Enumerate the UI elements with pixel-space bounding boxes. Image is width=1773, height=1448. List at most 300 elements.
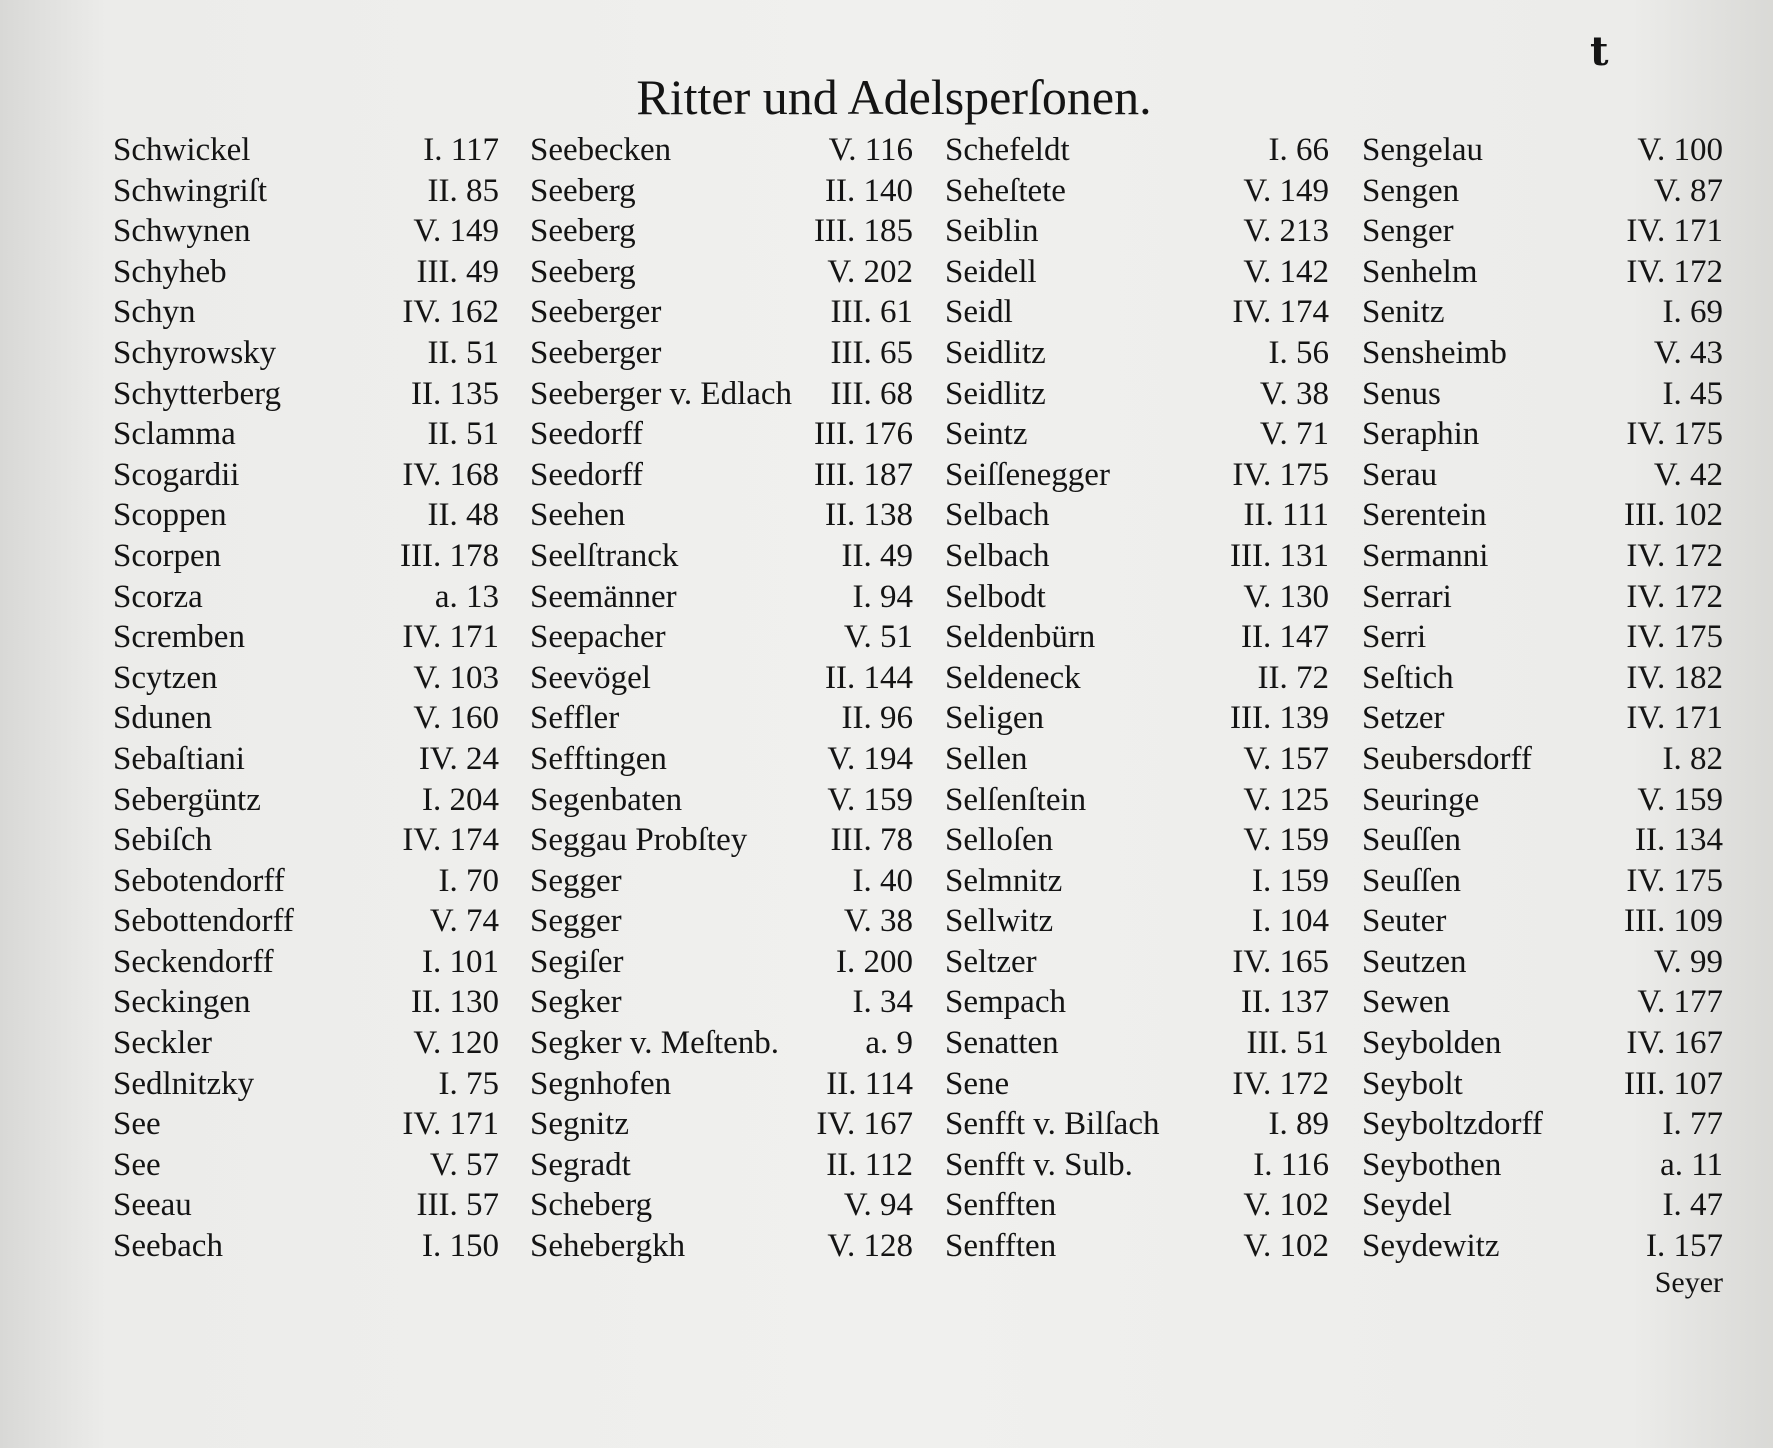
entry-name: Seeberger [530, 334, 662, 371]
entry-name: Sdunen [113, 700, 212, 737]
index-entry [113, 861, 499, 902]
entry-reference: I. 66 [1268, 132, 1329, 168]
entry-reference: II. 140 [825, 172, 913, 209]
entry-name: Schytterberg [113, 375, 282, 412]
entry-name: Seepacher [530, 619, 666, 656]
index-entry [1362, 414, 1723, 455]
index-entry [113, 252, 499, 293]
index-entry [945, 982, 1329, 1023]
entry-name: Selbach [945, 497, 1050, 534]
entry-name: Selbodt [945, 578, 1046, 615]
entry-reference: I. 70 [438, 862, 499, 899]
entry-reference: V. 202 [827, 253, 913, 290]
index-entry [113, 820, 499, 861]
entry-reference: I. 104 [1252, 903, 1329, 940]
index-entry [113, 982, 499, 1023]
entry-reference: IV. 175 [1232, 456, 1329, 493]
entry-name: Segiſer [530, 943, 624, 980]
entry-reference: II. 147 [1241, 619, 1329, 656]
entry-name: Seuſſen [1362, 822, 1461, 859]
entry-reference: V. 94 [843, 1187, 913, 1224]
entry-name: Senfften [945, 1228, 1057, 1265]
index-entry [1362, 577, 1723, 618]
entry-name: Seeberg [530, 172, 636, 209]
entry-reference: II. 137 [1241, 984, 1329, 1021]
entry-name: Seldenbürn [945, 619, 1096, 656]
page-signature-mark: t [1590, 28, 1609, 75]
entry-reference: V. 51 [843, 619, 913, 656]
entry-name: Schefeldt [945, 132, 1070, 168]
entry-reference: III. 107 [1624, 1065, 1723, 1102]
index-entry [530, 658, 913, 699]
entry-reference: V. 57 [429, 1146, 499, 1183]
index-entry [530, 780, 913, 821]
entry-reference: I. 200 [836, 943, 913, 980]
entry-reference: V. 71 [1259, 416, 1329, 453]
entry-reference: III. 68 [830, 375, 913, 412]
entry-reference: V. 42 [1653, 456, 1723, 493]
entry-name: Sensheimb [1362, 334, 1507, 371]
entry-reference: II. 85 [427, 172, 499, 209]
index-entry [1362, 455, 1723, 496]
entry-name: Setzer [1362, 700, 1445, 737]
index-entry [945, 1145, 1329, 1186]
entry-name: Selſenſtein [945, 781, 1087, 818]
entry-name: Segnitz [530, 1106, 629, 1143]
entry-reference: III. 61 [830, 294, 913, 331]
entry-name: Senger [1362, 213, 1454, 250]
entry-name: Seedorff [530, 456, 644, 493]
entry-name: See [113, 1106, 161, 1143]
entry-name: Seltzer [945, 943, 1037, 980]
entry-name: Sebotendorff [113, 862, 285, 899]
index-entry [113, 414, 499, 455]
index-entry [945, 739, 1329, 780]
catchword: Seyer [1654, 1266, 1723, 1299]
entry-reference: III. 139 [1230, 700, 1329, 737]
entry-name: Seckingen [113, 984, 251, 1021]
entry-reference: V. 159 [1637, 781, 1723, 818]
index-entry [530, 374, 913, 415]
entry-name: Senfft v. Sulb. [945, 1146, 1133, 1183]
entry-name: Selloſen [945, 822, 1054, 859]
entry-reference: V. 159 [1243, 822, 1329, 859]
entry-reference: V. 130 [1243, 578, 1329, 615]
entry-name: Serri [1362, 619, 1427, 656]
index-entry [113, 901, 499, 942]
entry-name: Sehebergkh [530, 1228, 686, 1265]
index-entry [113, 495, 499, 536]
index-entry [945, 1185, 1329, 1226]
index-entry [945, 536, 1329, 577]
index-entry [945, 171, 1329, 212]
entry-reference: V. 142 [1243, 253, 1329, 290]
entry-reference: I. 75 [438, 1065, 499, 1102]
index-entry [113, 1185, 499, 1226]
index-entry [530, 211, 913, 252]
index-entry [113, 455, 499, 496]
entry-reference: V. 102 [1243, 1187, 1329, 1224]
entry-reference: IV. 182 [1626, 659, 1723, 696]
entry-name: Sebergüntz [113, 781, 261, 818]
entry-reference: II. 48 [427, 497, 499, 534]
entry-reference: I. 34 [852, 984, 913, 1021]
entry-reference: V. 87 [1653, 172, 1723, 209]
index-entry [530, 942, 913, 983]
entry-reference: II. 51 [427, 416, 499, 453]
entry-name: Seyboltzdorff [1362, 1106, 1543, 1143]
index-entry [530, 292, 913, 333]
entry-name: Segradt [530, 1146, 631, 1183]
index-column-3 [945, 130, 1329, 1267]
index-entry [530, 698, 913, 739]
entry-name: Seubersdorff [1362, 740, 1532, 777]
entry-name: Seckendorff [113, 943, 274, 980]
entry-reference: I. 69 [1662, 294, 1723, 331]
entry-name: Sene [945, 1065, 1010, 1102]
entry-reference: IV. 24 [418, 740, 499, 777]
index-entry [530, 982, 913, 1023]
index-entry [945, 820, 1329, 861]
index-entry [113, 942, 499, 983]
entry-reference: IV. 171 [1626, 213, 1723, 250]
index-entry [945, 617, 1329, 658]
entry-reference: V. 38 [1259, 375, 1329, 412]
entry-reference: V. 38 [843, 903, 913, 940]
entry-name: See [113, 1146, 161, 1183]
entry-reference: IV. 162 [402, 294, 499, 331]
entry-name: Segger [530, 862, 622, 899]
index-entry [113, 739, 499, 780]
entry-reference: V. 99 [1653, 943, 1723, 980]
entry-reference: II. 111 [1243, 497, 1329, 534]
entry-name: Senfften [945, 1187, 1057, 1224]
entry-name: Sebaſtiani [113, 740, 245, 777]
index-entry [113, 292, 499, 333]
index-entry [530, 130, 913, 171]
index-entry [945, 292, 1329, 333]
entry-name: Schyheb [113, 253, 227, 290]
entry-reference: II. 49 [841, 537, 913, 574]
entry-name: Senitz [1362, 294, 1445, 331]
index-entry [113, 577, 499, 618]
entry-reference: V. 177 [1637, 984, 1723, 1021]
entry-reference: V. 194 [827, 740, 913, 777]
index-entry [945, 130, 1329, 171]
entry-reference: V. 100 [1637, 132, 1723, 168]
index-entry [945, 1226, 1329, 1267]
entry-reference: II. 138 [825, 497, 913, 534]
entry-name: Serrari [1362, 578, 1452, 615]
entry-reference: I. 159 [1252, 862, 1329, 899]
index-entry [113, 1104, 499, 1145]
entry-name: Senatten [945, 1025, 1059, 1062]
entry-reference: I. 157 [1646, 1228, 1723, 1265]
index-entry [945, 252, 1329, 293]
index-entry [113, 1145, 499, 1186]
page-heading: Ritter und Adelsperſonen. [636, 69, 1152, 125]
entry-name: Seuter [1362, 903, 1447, 940]
index-entry [113, 171, 499, 212]
index-entry [113, 1064, 499, 1105]
entry-name: Selmnitz [945, 862, 1063, 899]
entry-reference: II. 114 [826, 1065, 913, 1102]
entry-name: Seevögel [530, 659, 651, 696]
entry-reference: I. 94 [852, 578, 913, 615]
entry-name: Seehen [530, 497, 626, 534]
index-entry [945, 211, 1329, 252]
entry-reference: I. 89 [1268, 1106, 1329, 1143]
entry-reference: III. 131 [1230, 537, 1329, 574]
entry-reference: V. 149 [1243, 172, 1329, 209]
entry-name: Seybolt [1362, 1065, 1463, 1102]
entry-reference: I. 47 [1662, 1187, 1723, 1224]
entry-name: Scremben [113, 619, 245, 656]
entry-name: Seeberger [530, 294, 662, 331]
index-entry [945, 455, 1329, 496]
entry-name: Segenbaten [530, 781, 683, 818]
entry-name: Scorza [113, 578, 203, 615]
entry-name: Seedorff [530, 416, 644, 453]
entry-name: Seeau [113, 1187, 192, 1224]
index-entry [530, 1185, 913, 1226]
entry-name: Seiblin [945, 213, 1039, 250]
index-entry [1362, 780, 1723, 821]
entry-name: Schwickel [113, 132, 251, 168]
entry-reference: III. 102 [1624, 497, 1723, 534]
index-entry [1362, 617, 1723, 658]
entry-reference: V. 128 [827, 1228, 913, 1265]
entry-reference: I. 77 [1662, 1106, 1723, 1143]
entry-name: Seuſſen [1362, 862, 1461, 899]
entry-reference: IV. 172 [1626, 537, 1723, 574]
entry-reference: III. 187 [814, 456, 913, 493]
entry-name: Sellwitz [945, 903, 1054, 940]
entry-reference: V. 149 [413, 213, 499, 250]
entry-reference: IV. 175 [1626, 619, 1723, 656]
entry-name: Seuringe [1362, 781, 1480, 818]
index-entry [945, 1104, 1329, 1145]
index-entry [945, 374, 1329, 415]
entry-name: Seiſſenegger [945, 456, 1110, 493]
entry-reference: III. 176 [814, 416, 913, 453]
index-entry [530, 820, 913, 861]
entry-name: Scorpen [113, 537, 222, 574]
entry-name: Schyrowsky [113, 334, 277, 371]
index-entry [945, 658, 1329, 699]
entry-name: Serentein [1362, 497, 1487, 534]
entry-name: Senfft v. Bilſach [945, 1106, 1160, 1143]
entry-reference: IV. 172 [1626, 253, 1723, 290]
entry-name: Sengelau [1362, 132, 1483, 168]
index-entry [113, 698, 499, 739]
entry-reference: V. 43 [1653, 334, 1723, 371]
entry-name: Seelſtranck [530, 537, 679, 574]
entry-reference: III. 57 [416, 1187, 499, 1224]
entry-name: Seeberg [530, 253, 636, 290]
entry-name: Seidlitz [945, 334, 1046, 371]
entry-reference: II. 96 [841, 700, 913, 737]
index-entry [530, 1145, 913, 1186]
index-entry [113, 333, 499, 374]
entry-reference: V. 102 [1243, 1228, 1329, 1265]
entry-name: Seebecken [530, 132, 672, 168]
entry-name: Seebach [113, 1228, 223, 1265]
entry-reference: I. 101 [422, 943, 499, 980]
entry-name: Seidl [945, 294, 1013, 331]
entry-reference: V. 116 [828, 132, 913, 168]
index-entry [530, 536, 913, 577]
index-entry [530, 455, 913, 496]
entry-reference: IV. 171 [1626, 700, 1723, 737]
entry-name: Sefftingen [530, 740, 667, 777]
index-entry [945, 333, 1329, 374]
index-entry [1362, 536, 1723, 577]
entry-reference: III. 65 [830, 334, 913, 371]
entry-reference: a. 9 [865, 1025, 913, 1062]
entry-name: Seidell [945, 253, 1037, 290]
index-entry [1362, 982, 1723, 1023]
index-entry [530, 171, 913, 212]
index-entry [945, 495, 1329, 536]
entry-reference: III. 49 [416, 253, 499, 290]
entry-reference: IV. 165 [1232, 943, 1329, 980]
entry-reference: IV. 171 [402, 619, 499, 656]
entry-name: Serau [1362, 456, 1438, 493]
entry-name: Seybolden [1362, 1025, 1502, 1062]
entry-name: Seeberg [530, 213, 636, 250]
index-entry [113, 211, 499, 252]
entry-name: Seraphin [1362, 416, 1480, 453]
entry-reference: I. 116 [1253, 1146, 1329, 1183]
entry-name: Sewen [1362, 984, 1450, 1021]
entry-name: Seldeneck [945, 659, 1081, 696]
entry-name: Seggau Probſtey [530, 822, 748, 859]
entry-name: Sermanni [1362, 537, 1489, 574]
index-entry [1362, 942, 1723, 983]
entry-name: Segnhofen [530, 1065, 672, 1102]
entry-name: Senhelm [1362, 253, 1478, 290]
entry-name: Seligen [945, 700, 1044, 737]
entry-name: Seffler [530, 700, 620, 737]
entry-reference: V. 120 [413, 1025, 499, 1062]
entry-reference: II. 72 [1257, 659, 1329, 696]
index-entry [530, 333, 913, 374]
entry-name: Seſtich [1362, 659, 1454, 696]
index-entry [530, 901, 913, 942]
index-entry [1362, 739, 1723, 780]
index-entry [945, 698, 1329, 739]
entry-reference: V. 213 [1243, 213, 1329, 250]
index-entry [1362, 861, 1723, 902]
index-entry [530, 739, 913, 780]
entry-name: Seckler [113, 1025, 212, 1062]
entry-name: Sclamma [113, 416, 236, 453]
index-entry [113, 374, 499, 415]
index-entry [530, 495, 913, 536]
index-entry [1362, 1145, 1723, 1186]
entry-reference: II. 134 [1635, 822, 1723, 859]
entry-name: Sedlnitzky [113, 1065, 255, 1102]
entry-reference: IV. 172 [1626, 578, 1723, 615]
entry-name: Schwingriſt [113, 172, 267, 209]
index-entry [945, 901, 1329, 942]
index-entry [945, 942, 1329, 983]
entry-reference: I. 204 [422, 781, 499, 818]
index-entry [530, 617, 913, 658]
entry-name: Schwynen [113, 213, 251, 250]
entry-reference: V. 159 [827, 781, 913, 818]
entry-name: Sebottendorff [113, 903, 294, 940]
entry-reference: IV. 167 [816, 1106, 913, 1143]
index-entry [530, 414, 913, 455]
entry-name: Seemänner [530, 578, 677, 615]
index-entry [1362, 1023, 1723, 1064]
index-entry [1362, 1064, 1723, 1105]
entry-reference: I. 117 [423, 132, 499, 168]
entry-reference: IV. 167 [1626, 1025, 1723, 1062]
entry-reference: I. 40 [852, 862, 913, 899]
entry-reference: IV. 175 [1626, 416, 1723, 453]
entry-reference: II. 144 [825, 659, 913, 696]
index-entry [1362, 211, 1723, 252]
entry-reference: IV. 174 [1232, 294, 1329, 331]
index-entry [945, 1023, 1329, 1064]
entry-reference: III. 51 [1246, 1025, 1329, 1062]
index-column-4 [1362, 130, 1723, 1267]
entry-reference: II. 112 [826, 1146, 913, 1183]
entry-reference: V. 125 [1243, 781, 1329, 818]
index-entry [1362, 698, 1723, 739]
index-entry [1362, 901, 1723, 942]
index-entry [1362, 292, 1723, 333]
entry-name: Sempach [945, 984, 1066, 1021]
entry-reference: IV. 174 [402, 822, 499, 859]
entry-reference: a. 11 [1660, 1146, 1723, 1183]
entry-name: Sellen [945, 740, 1028, 777]
entry-name: Scheberg [530, 1187, 653, 1224]
entry-reference: I. 82 [1662, 740, 1723, 777]
entry-name: Seutzen [1362, 943, 1467, 980]
entry-reference: II. 51 [427, 334, 499, 371]
index-entry [113, 780, 499, 821]
entry-name: Sengen [1362, 172, 1460, 209]
index-entry [530, 1064, 913, 1105]
entry-reference: III. 78 [830, 822, 913, 859]
entry-reference: I. 45 [1662, 375, 1723, 412]
entry-reference: V. 103 [413, 659, 499, 696]
entry-reference: IV. 171 [402, 1106, 499, 1143]
entry-name: Scoppen [113, 497, 227, 534]
index-entry [1362, 495, 1723, 536]
entry-name: Segger [530, 903, 622, 940]
index-entry [1362, 374, 1723, 415]
entry-name: Scogardii [113, 456, 240, 493]
entry-reference: II. 135 [411, 375, 499, 412]
entry-reference: III. 185 [814, 213, 913, 250]
index-entry [530, 1104, 913, 1145]
index-entry [1362, 171, 1723, 212]
index-entry [1362, 820, 1723, 861]
entry-name: Segker v. Meſtenb. [530, 1025, 779, 1062]
index-entry [1362, 1185, 1723, 1226]
index-entry [1362, 1104, 1723, 1145]
entry-reference: I. 56 [1268, 334, 1329, 371]
entry-reference: V. 160 [413, 700, 499, 737]
index-entry [113, 658, 499, 699]
index-entry [945, 861, 1329, 902]
index-entry [945, 577, 1329, 618]
